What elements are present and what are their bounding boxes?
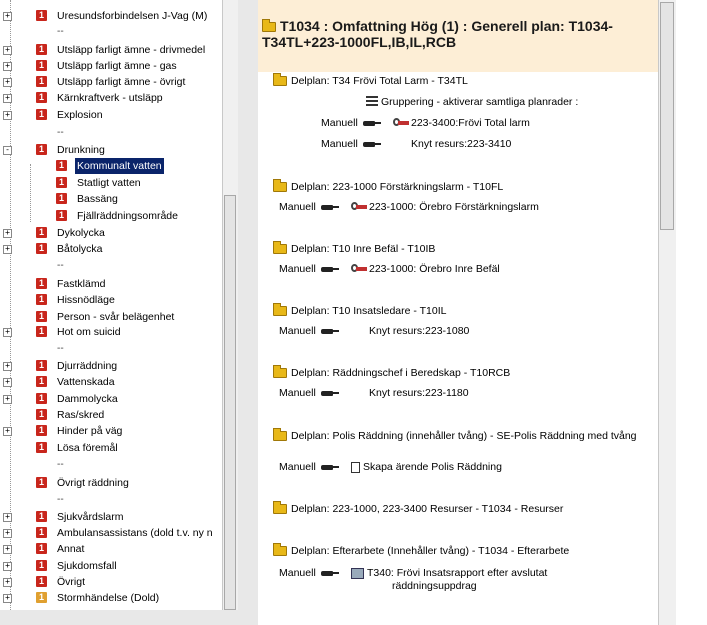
mode-label: Manuell bbox=[279, 201, 316, 213]
priority-badge-icon: 1 bbox=[36, 144, 47, 155]
tree-item[interactable] bbox=[0, 142, 222, 158]
separator-dashes: -- bbox=[57, 459, 64, 470]
priority-badge-icon: 1 bbox=[36, 278, 47, 289]
tree-item[interactable] bbox=[0, 208, 222, 224]
folder-icon bbox=[273, 368, 287, 378]
delplan-heading[interactable] bbox=[273, 243, 643, 256]
tree-item[interactable] bbox=[0, 358, 222, 374]
expand-toggle-icon[interactable]: + bbox=[3, 46, 12, 55]
tree-item[interactable] bbox=[0, 423, 222, 439]
tree-item[interactable] bbox=[0, 324, 222, 340]
plan-row[interactable] bbox=[279, 325, 469, 338]
plan-row-text: Knyt resurs:223-1180 bbox=[369, 387, 469, 399]
priority-badge-icon: 1 bbox=[36, 442, 47, 453]
plan-panel bbox=[258, 0, 658, 625]
tree-separator bbox=[0, 341, 222, 357]
tree-item[interactable] bbox=[0, 74, 222, 90]
tree-item-label: Ras/skred bbox=[57, 409, 105, 421]
priority-badge-icon: 1 bbox=[36, 311, 47, 322]
priority-badge-icon: 1 bbox=[36, 511, 47, 522]
delplan-heading[interactable] bbox=[273, 503, 643, 516]
delplan-label: Delplan: T10 Insatsledare - T10IL bbox=[291, 305, 447, 317]
expand-toggle-icon[interactable]: + bbox=[3, 12, 12, 21]
priority-badge-icon: 1 bbox=[36, 294, 47, 305]
tree-item-label: Övrigt bbox=[57, 576, 86, 588]
plan-title-text: T1034 : Omfattning Hög (1) : Generell plan: T1034-T34TL+223-1000FL,IB,IL,RCB bbox=[262, 18, 613, 50]
pointing-hand-icon[interactable] bbox=[363, 140, 381, 149]
expand-toggle-icon[interactable]: + bbox=[3, 229, 12, 238]
plan-row-text: Gruppering - aktiverar samtliga planrader : bbox=[381, 96, 579, 108]
tree-item[interactable] bbox=[0, 407, 222, 423]
expand-toggle-icon[interactable]: + bbox=[3, 245, 12, 254]
priority-badge-icon: 1 bbox=[36, 527, 47, 538]
plan-row[interactable] bbox=[366, 96, 578, 109]
expand-toggle-icon[interactable]: + bbox=[3, 62, 12, 71]
priority-badge-icon: 1 bbox=[36, 477, 47, 488]
tree-item[interactable] bbox=[0, 541, 222, 557]
priority-badge-icon: 1 bbox=[36, 92, 47, 103]
delplan-heading[interactable] bbox=[273, 181, 643, 194]
plan-row-text: Skapa ärende Polis Räddning bbox=[363, 461, 502, 473]
separator-dashes: -- bbox=[57, 260, 64, 271]
tree-item-label: Kommunalt vatten bbox=[77, 160, 162, 172]
separator-dashes: -- bbox=[57, 26, 64, 37]
priority-badge-icon: 1 bbox=[56, 177, 67, 188]
collapse-toggle-icon[interactable]: - bbox=[3, 146, 12, 155]
tree-item[interactable] bbox=[0, 574, 222, 590]
pane-splitter[interactable] bbox=[238, 0, 258, 625]
pointing-hand-icon[interactable] bbox=[321, 327, 339, 336]
separator-dashes: -- bbox=[57, 343, 64, 354]
tree-item[interactable] bbox=[0, 158, 222, 174]
priority-badge-icon: 1 bbox=[36, 227, 47, 238]
expand-toggle-icon[interactable]: + bbox=[3, 594, 12, 603]
tree-bottom-edge bbox=[0, 610, 238, 625]
priority-badge-icon: 1 bbox=[56, 160, 67, 171]
tree-item-label: Hissnödläge bbox=[57, 294, 115, 306]
delplan-heading[interactable] bbox=[273, 75, 643, 88]
mode-label: Manuell bbox=[279, 567, 316, 579]
plan-title bbox=[262, 18, 642, 50]
tree-item-label: Bassäng bbox=[77, 193, 118, 205]
priority-badge-icon: 1 bbox=[36, 60, 47, 71]
delplan-heading[interactable] bbox=[273, 545, 643, 558]
tree-item[interactable] bbox=[0, 276, 222, 292]
expand-toggle-icon[interactable]: + bbox=[3, 427, 12, 436]
tree-item-label: Drunkning bbox=[57, 144, 105, 156]
plan-row-text: T340: Frövi Insatsrapport efter avslutat bbox=[367, 567, 548, 579]
tree-item[interactable] bbox=[0, 292, 222, 308]
plan-row-text: Knyt resurs:223-3410 bbox=[411, 138, 512, 150]
tree-item-label: Stormhändelse (Dold) bbox=[57, 592, 160, 604]
expand-toggle-icon[interactable]: + bbox=[3, 395, 12, 404]
plan-row-text: 223-3400:Frövi Total larm bbox=[411, 117, 530, 129]
report-icon bbox=[351, 568, 364, 579]
folder-icon bbox=[273, 546, 287, 556]
delplan-label: Delplan: 223-1000 Förstärkningslarm - T10FL bbox=[291, 181, 504, 193]
tree-item-label: Ambulansassistans (dold t.v. ny n bbox=[57, 527, 213, 539]
folder-icon bbox=[273, 182, 287, 192]
mode-label: Manuell bbox=[279, 461, 316, 473]
tree-item[interactable] bbox=[0, 191, 222, 207]
right-margin bbox=[676, 0, 707, 625]
tree-item-label: Uresundsforbindelsen J-Vag (M) bbox=[57, 10, 208, 22]
tree-item[interactable] bbox=[0, 440, 222, 456]
tree-item[interactable] bbox=[0, 8, 222, 24]
tree-item-label: Explosion bbox=[57, 109, 103, 121]
tree-scrollbar-thumb[interactable] bbox=[224, 195, 236, 610]
plan-row[interactable] bbox=[279, 567, 547, 593]
delplan-heading[interactable] bbox=[273, 367, 643, 380]
plan-row[interactable] bbox=[321, 138, 511, 151]
expand-toggle-icon[interactable]: + bbox=[3, 111, 12, 120]
tree-item[interactable] bbox=[0, 107, 222, 123]
folder-icon bbox=[262, 22, 276, 32]
priority-badge-icon: 1 bbox=[36, 109, 47, 120]
delplan-label: Delplan: 223-1000, 223-3400 Resurser - T1034 - Resurser bbox=[291, 503, 564, 515]
tree-item-label: Fjällräddningsområde bbox=[77, 210, 178, 222]
tree-item[interactable] bbox=[0, 391, 222, 407]
priority-badge-icon: 1 bbox=[36, 76, 47, 87]
expand-toggle-icon[interactable]: + bbox=[3, 562, 12, 571]
tree-item[interactable] bbox=[0, 475, 222, 491]
tree-item-label: Utsläpp farligt ämne - övrigt bbox=[57, 76, 186, 88]
tree-item-label: Sjukdomsfall bbox=[57, 560, 117, 572]
priority-badge-icon: 1 bbox=[56, 210, 67, 221]
folder-icon bbox=[273, 431, 287, 441]
folder-icon bbox=[273, 306, 287, 316]
expand-toggle-icon[interactable]: + bbox=[3, 513, 12, 522]
tree-item-label: Utsläpp farligt ämne - drivmedel bbox=[57, 44, 206, 56]
tree-item[interactable] bbox=[0, 90, 222, 106]
tree-item-label: Övrigt räddning bbox=[57, 477, 129, 489]
tree-item[interactable] bbox=[0, 42, 222, 58]
priority-badge-icon: 1 bbox=[36, 592, 47, 603]
tree-separator bbox=[0, 457, 222, 473]
priority-badge-icon: 1 bbox=[36, 560, 47, 571]
tree-item[interactable] bbox=[0, 525, 222, 541]
tree-item[interactable] bbox=[0, 58, 222, 74]
tree-item[interactable] bbox=[0, 241, 222, 257]
plan-row-text: Knyt resurs:223-1080 bbox=[369, 325, 470, 337]
delplan-label: Delplan: T34 Frövi Total Larm - T34TL bbox=[291, 75, 468, 87]
tree-item-label: Dammolycka bbox=[57, 393, 118, 405]
plan-row-text: 223-1000: Örebro Förstärkningslarm bbox=[369, 201, 539, 213]
tree-item-label: Vattenskada bbox=[57, 376, 115, 388]
expand-toggle-icon[interactable]: + bbox=[3, 328, 12, 337]
priority-badge-icon: 1 bbox=[36, 44, 47, 55]
tree-item-label: Dykolycka bbox=[57, 227, 105, 239]
priority-badge-icon: 1 bbox=[36, 243, 47, 254]
priority-badge-icon: 1 bbox=[36, 376, 47, 387]
separator-dashes: -- bbox=[57, 127, 64, 138]
tree-separator bbox=[0, 258, 222, 274]
pointing-hand-icon[interactable] bbox=[321, 463, 339, 472]
priority-badge-icon: 1 bbox=[36, 576, 47, 587]
tree-item[interactable] bbox=[0, 175, 222, 191]
plan-row[interactable] bbox=[279, 387, 469, 400]
plan-row[interactable] bbox=[279, 263, 500, 276]
mode-label: Manuell bbox=[279, 263, 316, 275]
mode-label: Manuell bbox=[279, 387, 316, 399]
separator-dashes: -- bbox=[57, 494, 64, 505]
mode-label: Manuell bbox=[321, 138, 358, 150]
mode-label: Manuell bbox=[279, 325, 316, 337]
tree-item-label: Kärnkraftverk - utsläpp bbox=[57, 92, 163, 104]
tree-item-label: Fastklämd bbox=[57, 278, 106, 290]
key-icon bbox=[351, 263, 369, 275]
plan-row[interactable] bbox=[321, 117, 530, 130]
delplan-heading[interactable] bbox=[273, 305, 643, 318]
tree-item[interactable] bbox=[0, 374, 222, 390]
plan-row-text: 223-1000: Örebro Inre Befäl bbox=[369, 263, 500, 275]
expand-toggle-icon[interactable]: + bbox=[3, 378, 12, 387]
grouping-icon bbox=[366, 96, 378, 108]
tree-item[interactable] bbox=[0, 509, 222, 525]
expand-toggle-icon[interactable]: + bbox=[3, 529, 12, 538]
priority-badge-icon: 1 bbox=[36, 360, 47, 371]
tree-item-label: Hinder på väg bbox=[57, 425, 123, 437]
pointing-hand-icon[interactable] bbox=[321, 203, 339, 212]
folder-icon bbox=[273, 244, 287, 254]
expand-toggle-icon[interactable]: + bbox=[3, 362, 12, 371]
key-icon bbox=[351, 201, 369, 213]
tree-item-label: Djurräddning bbox=[57, 360, 118, 372]
incident-type-tree[interactable] bbox=[0, 0, 222, 610]
tree-item-label: Båtolycka bbox=[57, 243, 103, 255]
tree-item-label: Hot om suicid bbox=[57, 326, 121, 338]
expand-toggle-icon[interactable]: + bbox=[3, 545, 12, 554]
plan-scrollbar-thumb[interactable] bbox=[660, 2, 674, 230]
pointing-hand-icon[interactable] bbox=[321, 389, 339, 398]
delplan-label: Delplan: Polis Räddning (innehåller tvång) - SE-Polis Räddning med tvång bbox=[291, 430, 637, 442]
folder-icon bbox=[273, 76, 287, 86]
pointing-hand-icon[interactable] bbox=[321, 265, 339, 274]
tree-separator bbox=[0, 492, 222, 508]
plan-row[interactable] bbox=[279, 461, 502, 474]
tree-item[interactable] bbox=[0, 309, 222, 325]
pointing-hand-icon[interactable] bbox=[321, 569, 339, 578]
priority-badge-icon: 1 bbox=[56, 193, 67, 204]
tree-item-label: Utsläpp farligt ämne - gas bbox=[57, 60, 177, 72]
delplan-heading[interactable] bbox=[273, 430, 643, 443]
tree-item-label: Lösa föremål bbox=[57, 442, 118, 454]
priority-badge-icon: 1 bbox=[36, 10, 47, 21]
priority-badge-icon: 1 bbox=[36, 425, 47, 436]
delplan-label: Delplan: Räddningschef i Beredskap - T10RCB bbox=[291, 367, 511, 379]
tree-item-label: Annat bbox=[57, 543, 85, 555]
tree-item-label: Statligt vatten bbox=[77, 177, 141, 189]
delplan-label: Delplan: T10 Inre Befäl - T10IB bbox=[291, 243, 436, 255]
pointing-hand-icon[interactable] bbox=[363, 119, 381, 128]
expand-toggle-icon[interactable]: + bbox=[3, 94, 12, 103]
tree-item[interactable] bbox=[0, 558, 222, 574]
priority-badge-icon: 1 bbox=[36, 409, 47, 420]
tree-item[interactable] bbox=[0, 225, 222, 241]
key-icon bbox=[393, 117, 411, 129]
priority-badge-icon: 1 bbox=[36, 543, 47, 554]
tree-item-label: Person - svår belägenhet bbox=[57, 311, 175, 323]
tree-item[interactable] bbox=[0, 590, 222, 606]
tree-separator bbox=[0, 24, 222, 40]
folder-icon bbox=[273, 504, 287, 514]
expand-toggle-icon[interactable]: + bbox=[3, 78, 12, 87]
tree-separator bbox=[0, 125, 222, 141]
tree-item-label: Sjukvårdslarm bbox=[57, 511, 124, 523]
expand-toggle-icon[interactable]: + bbox=[3, 578, 12, 587]
priority-badge-icon: 1 bbox=[36, 326, 47, 337]
priority-badge-icon: 1 bbox=[36, 393, 47, 404]
plan-row[interactable] bbox=[279, 201, 539, 214]
mode-label: Manuell bbox=[321, 117, 358, 129]
plan-header bbox=[258, 0, 658, 72]
delplan-label: Delplan: Efterarbete (Innehåller tvång) - T1034 - Efterarbete bbox=[291, 545, 570, 557]
document-icon bbox=[351, 462, 360, 473]
plan-row-text-continued: räddningsuppdrag bbox=[392, 580, 477, 592]
